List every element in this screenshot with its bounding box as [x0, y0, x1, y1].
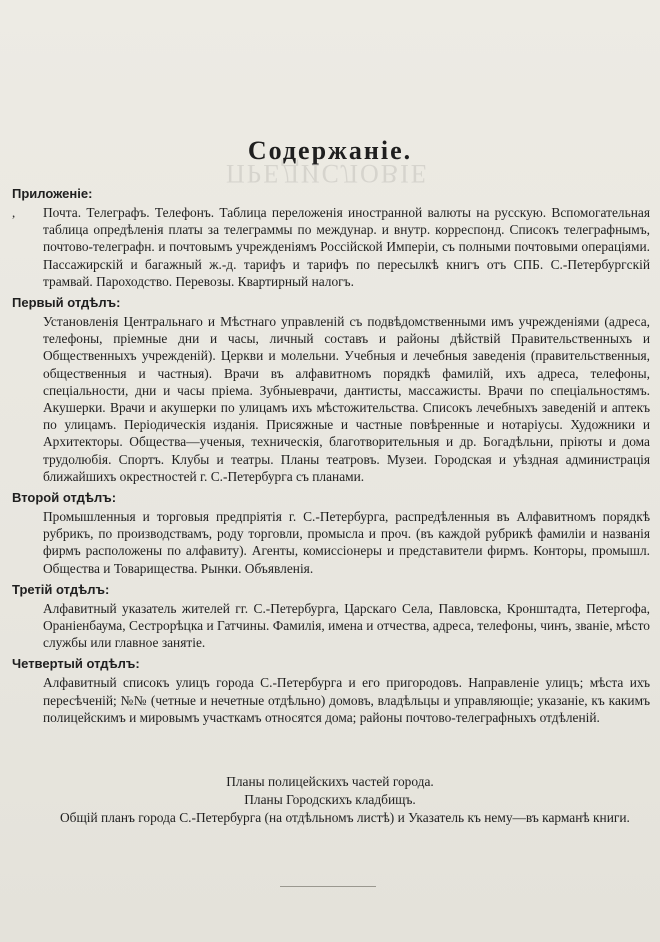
section-heading: Второй отдѣлъ: — [12, 490, 117, 506]
bleed-through-text: ПРЕДИСЛОВІЕ — [226, 159, 429, 188]
section-text — [12, 204, 650, 290]
plan-item: Планы Городскихъ кладбищъ. — [244, 791, 416, 807]
section-text: Алфавитный списокъ улицъ города С.-Петербурга и его пригородовъ. Направленіе улицъ; мѣста ихъ пересѣченій; №№ (четные и нечетные отдѣльно) домовъ, владѣльцы и управляющіе; указаніе, къ какимъ полицейскимъ и мировымъ участкамъ относятся дома; районы почтово-телеграфныхъ отдѣленій. — [43, 675, 650, 725]
plans-list — [0, 773, 660, 827]
section-description: Почта. Телеграфъ. Телефонъ. Таблица переложенія иностранной валюты на русскую. Вспомогательная таблица опредѣленія платы за телеграммы по междунар. и внутр. корреспонд. Списокъ телеграфнымъ, почтово-телеграфн. и почтовымъ учрежденіямъ Россійской Имперіи, съ полными почтовыми операціями. Пассажирскій и багажный ж.-д. тарифъ и тарифъ по пересылкѣ книгъ отъ СПБ. С.-Петербургскій трамвай. Пароходство. Перевозы. Квартирный налогъ. — [43, 205, 650, 289]
section-third — [0, 580, 660, 652]
section-appendix — [0, 184, 660, 290]
contents-list — [0, 184, 660, 729]
section-fourth — [0, 654, 660, 726]
section-second — [0, 488, 660, 577]
section-heading: Четвертый отдѣлъ: — [12, 656, 140, 672]
section-text: Алфавитный указатель жителей гг. С.-Петербурга, Царскаго Села, Павловска, Кронштадта, Петергофа, Ораніенбаума, Сестрорѣцка и Гатчины. Фамилія, имена и отчества, адреса, телефоны, чинъ, званіе, мѣсто службы или главное занятіе. — [43, 600, 650, 651]
divider-rule — [280, 886, 376, 887]
section-first — [0, 293, 660, 485]
page-title: Содержаніе. — [247, 136, 413, 165]
section-heading: Первый отдѣлъ: — [12, 295, 121, 311]
section-text: Установленія Центральнаго и Мѣстнаго управленій съ подвѣдомственными имъ учрежденіями (адреса, телефоны, пріемные дни и часы, личный составъ и районы дѣйствій Правительственныхъ и Общественныхъ учрежденій). Церкви и молельни. Учебныя и лечебныя заведенія (правительственныя, общественныя и частныя). Врачи въ алфавитномъ порядкѣ фамилій, ихъ адреса, телефоны, спеціальности, дни и часы пріема. Зубныеврачи, дантисты, массажисты. Врачи по спеціальностямъ. Акушерки. Врачи и акушерки по улицамъ ихъ мѣстожительства. Списокъ лечебныхъ заведеній и аптекъ по улицамъ. Періодическія изданія. Присяжные и частные повѣренные и нотаріусы. Художники и Архитекторы. Общества—ученыя, техническія, благотворительныя и др. Богадѣльни, пріюты и дома трудолюбія. Спортъ. Клубы и театры. Планы театровъ. Музеи. Городская и уѣздная администрація ближайшихъ окрестностей г. С.-Петербурга съ планами. — [43, 314, 650, 484]
section-heading: Приложеніе: — [12, 186, 93, 201]
section-text: Промышленныя и торговыя предпріятія г. С.-Петербурга, распредѣленныя въ Алфавитномъ порядкѣ рубрикъ, по производствамъ, роду торговли, промысла и проч. (въ каждой рубрикѣ фамиліи и названія фирмъ расположены по алфавиту). Агенты, комиссіонеры и представители фирмъ. Конторы, промышл. Общества и Товарищества. Рынки. Объявленія. — [43, 509, 650, 576]
plan-item: Планы полицейскихъ частей города. — [226, 774, 434, 789]
margin-mark: , — [12, 205, 16, 220]
section-heading: Третій отдѣлъ: — [12, 581, 110, 597]
plan-item: Общій планъ города С.-Петербурга (на отдѣльномъ листѣ) и Указатель къ нему—въ карманѣ книги. — [60, 810, 630, 825]
